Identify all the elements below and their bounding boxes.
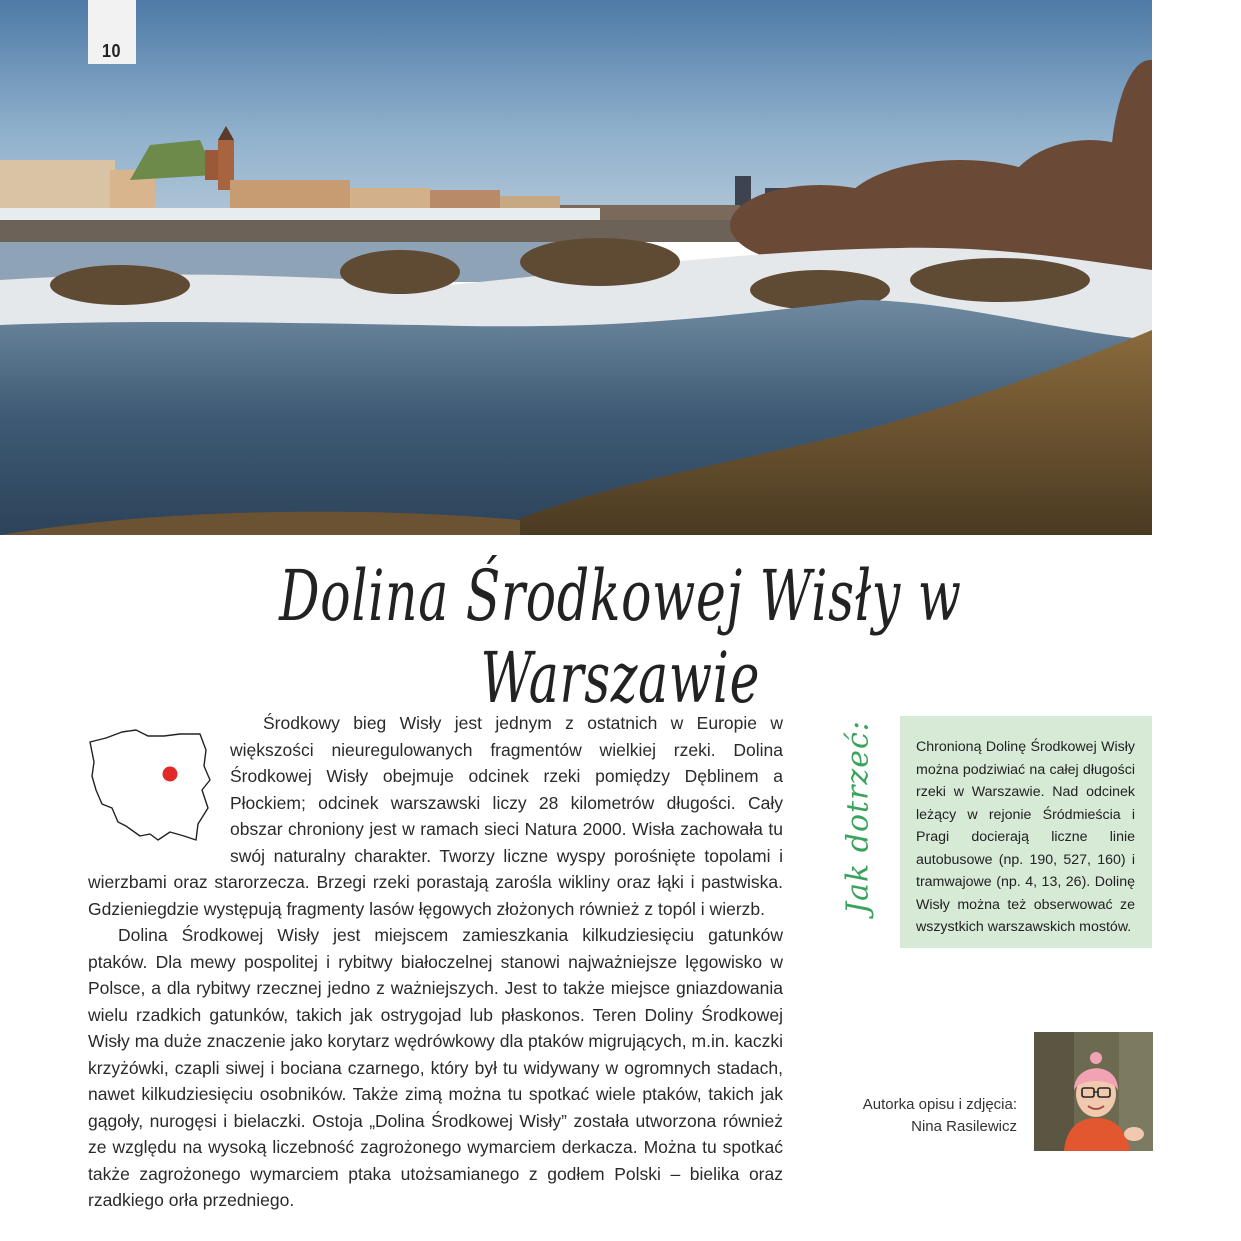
article-paragraph-1: Środkowy bieg Wisły jest jednym z ostatnich w Europie w większości nieuregulowanych fragmentów wielkiej rzeki. Dolina Środkowej Wisły obejmuje odcinek rzeki pomiędzy Dęblinem a Płockiem; odcinek warszawski liczy 28 kilometrów długości. Cały obszar chroniony jest w ramach sieci Natura 2000. Wisła zachowała tu swój naturalny charakter. Tworzy liczne wyspy porośnięte topolami i wierzbami oraz starorzecza. Brzegi rzeki porastają zarośla wikliny oraz łąki i pastwiska. Gdzieniegdzie występują fragmenty lasów łęgowych złożonych również z topól i wierzb.: [88, 713, 783, 919]
author-credit-label: Autorka opisu i zdjęcia:: [862, 1096, 1017, 1113]
author-photo: [1034, 1032, 1153, 1151]
map-float-spacer: [88, 710, 220, 860]
directions-text: Chronioną Dolinę Środkowej Wisły można podziwiać na całej długości rzeki w Warszawie. Nad odcinek leżący w rejonie Śródmieścia i Pragi docierają liczne linie autobusowe (np. 190, 527, 160) i tramwajowe (np. 4, 13, 26). Dolinę Wisły można też obserwować ze wszystkich warszawskich mostów.: [916, 739, 1135, 935]
page-number-tab: [88, 0, 136, 64]
sidebar-heading-wrapper: [828, 722, 888, 912]
author-credit: [840, 1094, 1017, 1138]
page-title: Dolina Środkowej Wisły w Warszawie: [279, 555, 962, 719]
author-name: Nina Rasilewicz: [911, 1118, 1017, 1135]
directions-box: [900, 716, 1152, 948]
sidebar-heading: Jak dotrzeć:: [840, 720, 876, 914]
hero-photo: [0, 0, 1152, 535]
article-body: [88, 710, 783, 1214]
page-number: 10: [102, 41, 122, 61]
article-paragraph-2: Dolina Środkowej Wisły jest miejscem zamieszkania kilkudziesięciu gatunków ptaków. Dla mewy pospolitej i rybitwy białoczelnej stanowi najważniejsze lęgowisko w Polsce, a dla rybitwy rzecznej jedno z ważniejszych. Jest to także miejsce gniazdowania wielu rzadkich gatunków, takich jak ostrygojad lub płaskonos. Teren Doliny Środkowej Wisły ma duże znaczenie jako korytarz wędrówkowy dla ptaków migrujących, m.in. kaczki krzyżówki, czapli siwej i bociana czarnego, który był tu widywany w ogromnych stadach, nawet kilkudziesięciu osobników. Także zimą można tu spotkać wiele ptaków, takich jak gągoły, nurogęsi i bielaczki. Ostoja „Dolina Środkowej Wisły” została utworzona również ze względu na wysoką liczebność zagrożonego wymarciem derkacza. Można tu spotkać także zagrożonego wymarciem ptaka utożsamianego z godłem Polski – bielika oraz rzadkiego orła przedniego.: [88, 925, 783, 1210]
